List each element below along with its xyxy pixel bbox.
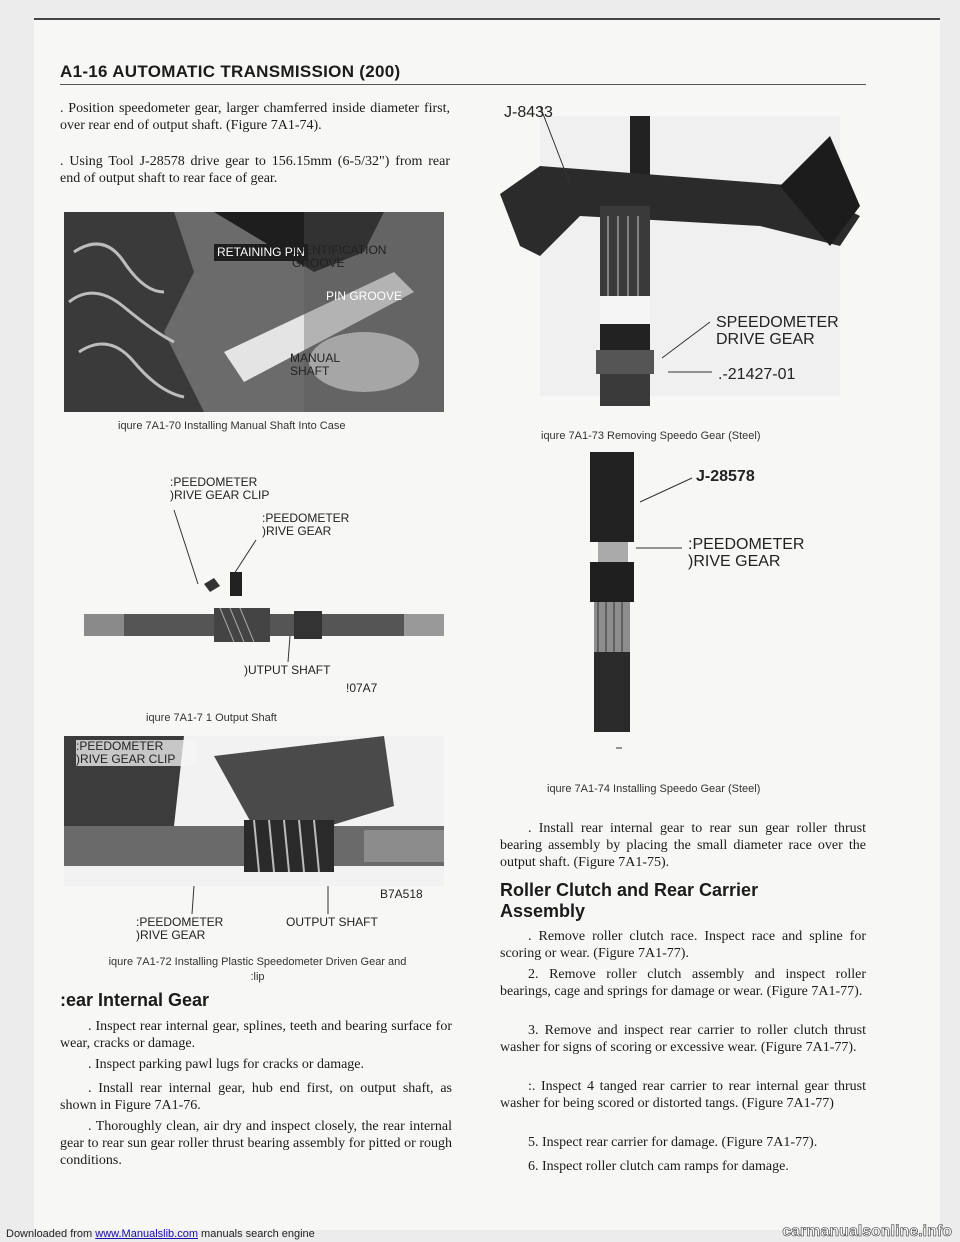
speedo-gear-removal-illustration: [500, 96, 860, 412]
page-header: A1-16 AUTOMATIC TRANSMISSION (200): [60, 62, 401, 81]
figure-7a1-70-photo: [64, 212, 444, 412]
figure-7a1-71-drawing: [64, 474, 456, 700]
figure-7a1-73-photo: [500, 96, 860, 412]
figure-7a1-72-caption: [60, 955, 455, 985]
fig73-label-j-8433: J-8433: [504, 104, 553, 121]
right-step-5: 5. Inspect rear carrier for damage. (Figure 7A1-77).: [528, 1135, 818, 1150]
figure-7a1-70-caption: iqure 7A1-70 Installing Manual Shaft Into Case: [118, 420, 346, 432]
fig72-label-output-shaft: OUTPUT SHAFT: [286, 915, 378, 929]
left-step-4: . Thoroughly clean, air dry and inspect closely, the rear internal gear to rear sun gear roller thrust bearing assembly for pitted or rough conditions.: [60, 1119, 452, 1168]
fig70-label-identification-groove: IDENTIFICATION GROOVE: [292, 243, 387, 270]
watermark: carmanualsonline.info: [782, 1223, 952, 1240]
fig73-label-speedometer-drive-gear: SPEEDOMETER DRIVE GEAR: [716, 314, 839, 348]
header-rule: [60, 84, 866, 85]
section-title-roller-clutch: [500, 880, 758, 922]
fig70-label-retaining-pin: RETAINING PIN: [214, 244, 308, 261]
fig72-label-ref-code: B7A518: [380, 887, 423, 901]
left-step-2: . Inspect parking pawl lugs for cracks or damage.: [88, 1057, 365, 1072]
right-intro: . Install rear internal gear to rear sun gear roller thrust bearing assembly by placing the small diameter race over the output shaft. (Figure 7A1-75).: [500, 821, 866, 870]
left-step-3: . Install rear internal gear, hub end first, on output shaft, as shown in Figure 7A1-76.: [60, 1081, 452, 1113]
fig72-label-drive-gear-clip: :PEEDOMETER )RIVE GEAR CLIP: [76, 740, 196, 766]
right-step-3: 3. Remove and inspect rear carrier to roller clutch thrust washer for signs of scoring or excessive wear. (Figure 7A1-77).: [500, 1023, 866, 1055]
figure-7a1-72-photo: [64, 736, 444, 886]
fig74-label-speedometer-drive-gear: :PEEDOMETER )RIVE GEAR: [688, 536, 805, 570]
fig71-label-ref-code: !07A7: [346, 681, 378, 695]
figure-7a1-74-caption: iqure 7A1-74 Installing Speedo Gear (Steel): [547, 783, 761, 795]
speedo-gear-install-illustration: [540, 452, 870, 768]
figure-7a1-72-caption-line1: iqure 7A1-72 Installing Plastic Speedometer Driven Gear and: [108, 956, 407, 968]
section-title-roller-clutch-line1: Roller Clutch and Rear Carrier: [500, 880, 759, 900]
figure-7a1-71-caption: iqure 7A1-7 1 Output Shaft: [146, 712, 277, 724]
figure-7a1-74-photo: [540, 452, 870, 768]
section-title-roller-clutch-line2: Assembly: [500, 901, 586, 921]
section-title-rear-internal-gear: :ear Internal Gear: [60, 990, 210, 1010]
fig74-label-j-28578: J-28578: [696, 468, 755, 485]
fig70-label-pin-groove: PIN GROOVE: [326, 289, 403, 303]
figure-7a1-72-caption-line2: :lip: [250, 971, 265, 983]
left-step-1: . Inspect rear internal gear, splines, teeth and bearing surface for wear, cracks or damage.: [60, 1019, 452, 1051]
right-step-2: 2. Remove roller clutch assembly and inspect roller bearings, cage and springs for damage or wear. (Figure 7A1-77).: [500, 967, 866, 999]
footer-suffix: manuals search engine: [201, 1228, 315, 1240]
right-step-6: 6. Inspect roller clutch cam ramps for damage.: [528, 1159, 789, 1174]
right-step-1: . Remove roller clutch race. Inspect race and spline for scoring or wear. (Figure 7A1-77).: [500, 929, 866, 961]
fig71-label-output-shaft: )UTPUT SHAFT: [244, 663, 331, 677]
manual-shaft-illustration: [64, 212, 444, 412]
footer-prefix: Downloaded from: [6, 1228, 93, 1240]
right-step-4: :. Inspect 4 tanged rear carrier to rear internal gear thrust washer for being scored or distorted tangs. (Figure 7A1-77): [500, 1079, 866, 1111]
fig73-label-tool-number: .-21427-01: [718, 366, 796, 383]
fig71-label-drive-gear-clip: :PEEDOMETER )RIVE GEAR CLIP: [170, 475, 270, 502]
fig70-label-manual-shaft: MANUAL SHAFT: [290, 351, 340, 378]
fig71-label-drive-gear: :PEEDOMETER )RIVE GEAR: [262, 511, 350, 538]
left-intro-step-2: . Using Tool J-28578 drive gear to 156.15mm (6-5/32") from rear end of output shaft to rear face of gear.: [60, 154, 450, 186]
figure-7a1-73-caption: iqure 7A1-73 Removing Speedo Gear (Steel): [541, 430, 761, 442]
fig72-label-drive-gear: :PEEDOMETER )RIVE GEAR: [136, 915, 224, 942]
download-footer: [6, 1228, 315, 1240]
manualslib-link[interactable]: www.Manualslib.com: [95, 1228, 198, 1240]
left-intro-step-1: . Position speedometer gear, larger chamferred inside diameter first, over rear end of output shaft. (Figure 7A1-74).: [60, 101, 450, 133]
figure-7a1-72-labels: [64, 886, 456, 944]
